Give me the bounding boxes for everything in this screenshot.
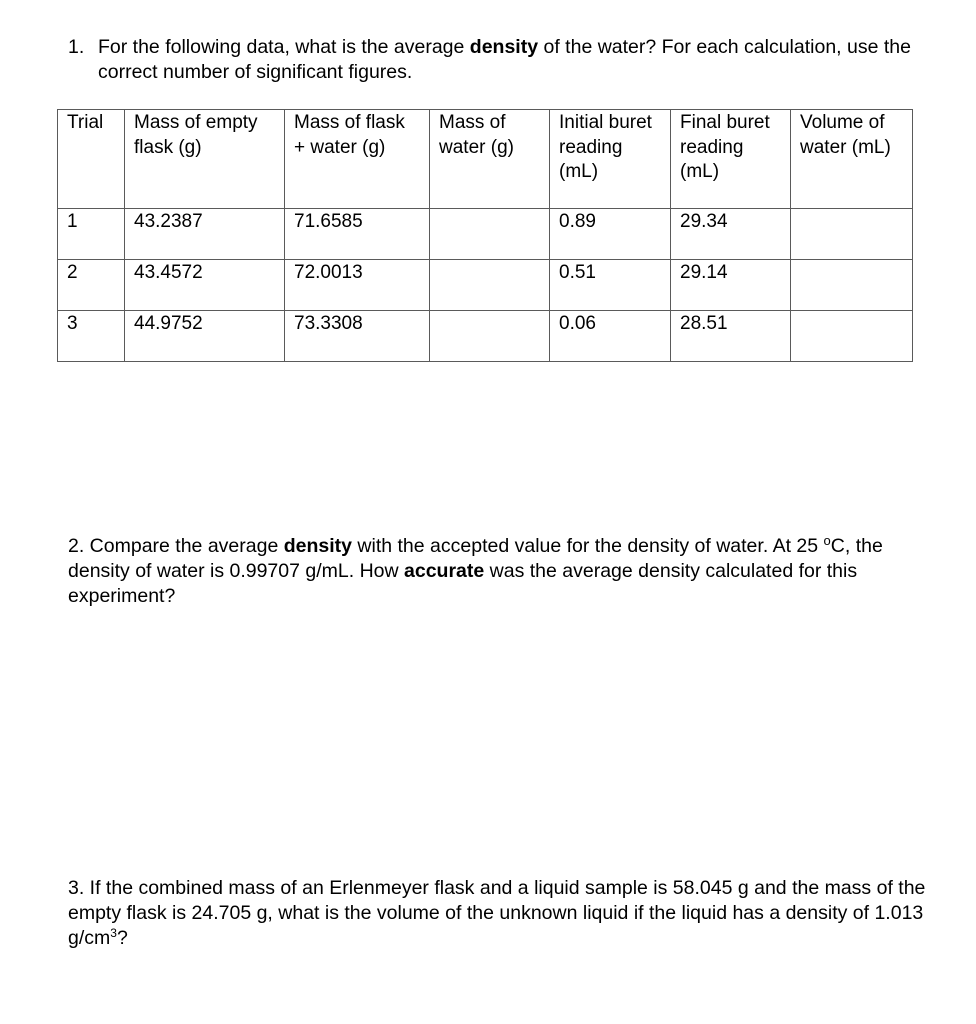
question-1-bold-density: density: [469, 36, 539, 58]
table-header-row: [58, 110, 913, 209]
table-row: [58, 209, 913, 260]
data-table: [57, 109, 913, 362]
question-1-number: 1.: [68, 36, 85, 58]
header-initial-buret: Initial buret reading (mL): [550, 110, 671, 209]
header-final-buret: Final buret reading (mL): [671, 110, 791, 209]
table-row: [58, 311, 913, 362]
question-2-bold-accurate: accurate: [404, 560, 485, 582]
cell-volume-water[interactable]: [791, 260, 913, 311]
header-mass-water: Mass of water (g): [430, 110, 550, 209]
header-trial: Trial: [58, 110, 125, 209]
question-3-end: ?: [116, 927, 128, 949]
cell-mass-water[interactable]: [430, 260, 550, 311]
cell-final-buret: 29.14: [671, 260, 791, 311]
cell-mass-water[interactable]: [430, 311, 550, 362]
header-mass-flask-water: Mass of flask + water (g): [285, 110, 430, 209]
cell-initial-buret: 0.51: [550, 260, 671, 311]
question-3: [68, 876, 928, 951]
question-2: [68, 534, 908, 609]
question-2-text-start: 2. Compare the average: [68, 535, 284, 557]
header-volume-water: Volume of water (mL): [791, 110, 913, 209]
question-2-text-mid2: C, the density of water is 0.99707 g/mL. How: [68, 535, 883, 582]
question-1-text-start: For the following data, what is the average: [98, 36, 470, 58]
question-1-text-end: of the water? For each calculation, use the correct number of significant figures.: [98, 36, 911, 83]
cell-mass-flask-water: 73.3308: [285, 311, 430, 362]
cell-initial-buret: 0.89: [550, 209, 671, 260]
cubed-superscript: 3: [110, 926, 117, 940]
header-mass-empty-flask: Mass of empty flask (g): [125, 110, 285, 209]
question-2-text-mid: with the accepted value for the density of water. At 25: [352, 535, 824, 557]
question-1-text: [98, 35, 918, 85]
cell-final-buret: 28.51: [671, 311, 791, 362]
cell-mass-empty-flask: 43.4572: [125, 260, 285, 311]
cell-initial-buret: 0.06: [550, 311, 671, 362]
table-row: [58, 260, 913, 311]
cell-volume-water[interactable]: [791, 311, 913, 362]
cell-final-buret: 29.34: [671, 209, 791, 260]
cell-trial: 1: [58, 209, 125, 260]
degree-symbol: o: [823, 533, 831, 548]
cell-mass-water[interactable]: [430, 209, 550, 260]
cell-mass-flask-water: 71.6585: [285, 209, 430, 260]
cell-mass-empty-flask: 43.2387: [125, 209, 285, 260]
cell-mass-empty-flask: 44.9752: [125, 311, 285, 362]
question-2-text-end: was the average density calculated for this experiment?: [68, 560, 858, 607]
cell-mass-flask-water: 72.0013: [285, 260, 430, 311]
question-3-text: 3. If the combined mass of an Erlenmeyer flask and a liquid sample is 58.045 g and the mass of the empty flask is 24.705 g, what is the volume of the unknown liquid if the liquid has a density of 1.013 g/cm: [68, 877, 926, 949]
question-2-bold-density: density: [283, 535, 352, 557]
cell-trial: 3: [58, 311, 125, 362]
cell-trial: 2: [58, 260, 125, 311]
cell-volume-water[interactable]: [791, 209, 913, 260]
